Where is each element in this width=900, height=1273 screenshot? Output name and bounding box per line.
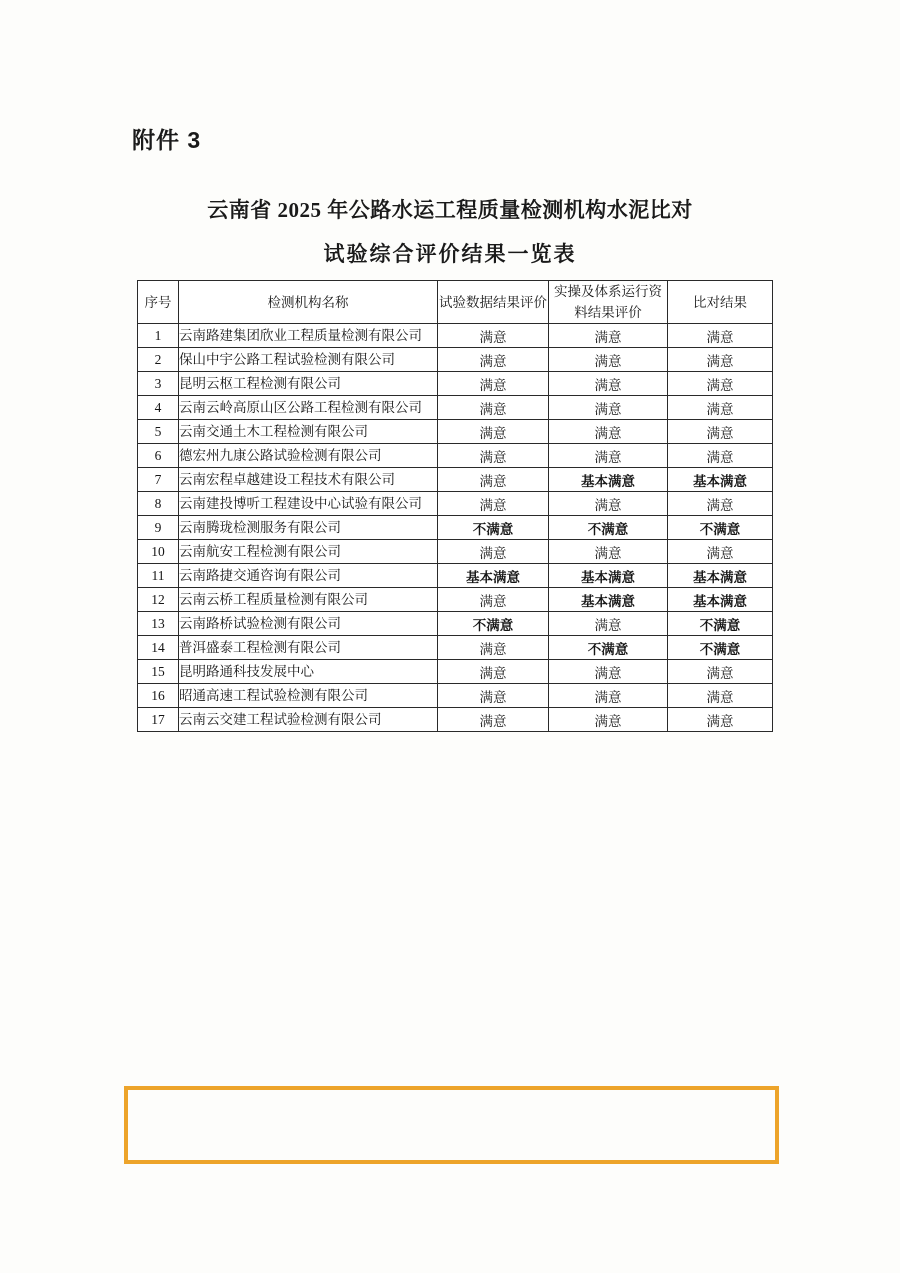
cell-organization-name: 云南路桥试验检测有限公司 [179,612,438,636]
cell-final-result: 满意 [668,396,773,420]
column-header-final-result: 比对结果 [668,281,773,324]
cell-ops-result: 满意 [549,372,668,396]
cell-data-result: 满意 [438,420,549,444]
cell-index: 10 [138,540,179,564]
cell-data-result: 满意 [438,492,549,516]
cell-final-result: 基本满意 [668,468,773,492]
table-body [138,324,773,732]
cell-data-result: 满意 [438,396,549,420]
cell-index: 4 [138,396,179,420]
table-header-row [138,281,773,324]
cell-ops-result: 满意 [549,612,668,636]
cell-organization-name: 云南建投博听工程建设中心试验有限公司 [179,492,438,516]
table-row [138,468,773,492]
cell-data-result: 满意 [438,684,549,708]
comparison-result-table [137,280,773,732]
cell-organization-name: 德宏州九康公路试验检测有限公司 [179,444,438,468]
cell-organization-name: 云南航安工程检测有限公司 [179,540,438,564]
table-row [138,684,773,708]
cell-organization-name: 昆明云枢工程检测有限公司 [179,372,438,396]
cell-ops-result: 满意 [549,684,668,708]
cell-ops-result: 不满意 [549,516,668,540]
cell-data-result: 满意 [438,708,549,732]
cell-index: 6 [138,444,179,468]
cell-final-result: 满意 [668,348,773,372]
cell-ops-result: 不满意 [549,636,668,660]
page-title-line-1: 云南省 2025 年公路水运工程质量检测机构水泥比对 [207,198,693,222]
cell-ops-result: 基本满意 [549,468,668,492]
cell-final-result: 不满意 [668,636,773,660]
cell-ops-result: 满意 [549,348,668,372]
cell-ops-result: 满意 [549,396,668,420]
page-title [140,188,760,276]
cell-organization-name: 保山中宇公路工程试验检测有限公司 [179,348,438,372]
cell-data-result: 基本满意 [438,564,549,588]
cell-ops-result: 基本满意 [549,588,668,612]
cell-data-result: 满意 [438,324,549,348]
table-row [138,516,773,540]
column-header-index: 序号 [138,281,179,324]
cell-organization-name: 昆明路通科技发展中心 [179,660,438,684]
cell-ops-result: 满意 [549,540,668,564]
attachment-label: 附件 3 [132,127,202,153]
cell-final-result: 基本满意 [668,564,773,588]
cell-final-result: 满意 [668,372,773,396]
cell-data-result: 满意 [438,468,549,492]
table-row [138,348,773,372]
table-row [138,324,773,348]
cell-ops-result: 满意 [549,660,668,684]
table-row [138,492,773,516]
table-row [138,636,773,660]
cell-ops-result: 满意 [549,324,668,348]
table-row [138,540,773,564]
cell-final-result: 满意 [668,420,773,444]
table-row [138,372,773,396]
cell-final-result: 满意 [668,684,773,708]
cell-organization-name: 昭通高速工程试验检测有限公司 [179,684,438,708]
cell-data-result: 满意 [438,660,549,684]
page-corner-mark [866,46,876,56]
cell-index: 2 [138,348,179,372]
cell-index: 12 [138,588,179,612]
table-row [138,708,773,732]
cell-ops-result: 满意 [549,492,668,516]
cell-final-result: 满意 [668,324,773,348]
cell-data-result: 满意 [438,588,549,612]
table-row [138,564,773,588]
table-row [138,660,773,684]
cell-organization-name: 云南云岭高原山区公路工程检测有限公司 [179,396,438,420]
cell-organization-name: 云南云交建工程试验检测有限公司 [179,708,438,732]
cell-index: 9 [138,516,179,540]
cell-index: 8 [138,492,179,516]
cell-final-result: 基本满意 [668,588,773,612]
cell-organization-name: 云南交通土木工程检测有限公司 [179,420,438,444]
cell-data-result: 满意 [438,540,549,564]
cell-ops-result: 满意 [549,420,668,444]
cell-data-result: 满意 [438,348,549,372]
cell-index: 11 [138,564,179,588]
cell-index: 1 [138,324,179,348]
cell-organization-name: 云南腾珑检测服务有限公司 [179,516,438,540]
cell-index: 15 [138,660,179,684]
cell-final-result: 不满意 [668,612,773,636]
cell-organization-name: 云南路建集团欣业工程质量检测有限公司 [179,324,438,348]
table-row [138,612,773,636]
table-row [138,420,773,444]
highlight-annotation-box [124,1086,779,1164]
cell-final-result: 不满意 [668,516,773,540]
cell-data-result: 满意 [438,372,549,396]
cell-index: 14 [138,636,179,660]
page-title-line-2: 试验综合评价结果一览表 [323,242,577,266]
cell-index: 5 [138,420,179,444]
cell-organization-name: 云南路捷交通咨询有限公司 [179,564,438,588]
column-header-organization: 检测机构名称 [179,281,438,324]
cell-index: 3 [138,372,179,396]
cell-organization-name: 普洱盛泰工程检测有限公司 [179,636,438,660]
cell-data-result: 满意 [438,444,549,468]
table-row [138,588,773,612]
cell-index: 16 [138,684,179,708]
column-header-ops-result: 实操及体系运行资料结果评价 [549,281,668,324]
cell-data-result: 满意 [438,636,549,660]
cell-index: 17 [138,708,179,732]
cell-final-result: 满意 [668,660,773,684]
cell-ops-result: 基本满意 [549,564,668,588]
table-row [138,444,773,468]
cell-final-result: 满意 [668,708,773,732]
cell-organization-name: 云南云桥工程质量检测有限公司 [179,588,438,612]
cell-index: 13 [138,612,179,636]
cell-ops-result: 满意 [549,708,668,732]
cell-index: 7 [138,468,179,492]
column-header-data-result: 试验数据结果评价 [438,281,549,324]
cell-final-result: 满意 [668,540,773,564]
cell-data-result: 不满意 [438,516,549,540]
cell-ops-result: 满意 [549,444,668,468]
table-header [138,281,773,324]
table-row [138,396,773,420]
cell-final-result: 满意 [668,492,773,516]
cell-data-result: 不满意 [438,612,549,636]
cell-organization-name: 云南宏程卓越建设工程技术有限公司 [179,468,438,492]
cell-final-result: 满意 [668,444,773,468]
